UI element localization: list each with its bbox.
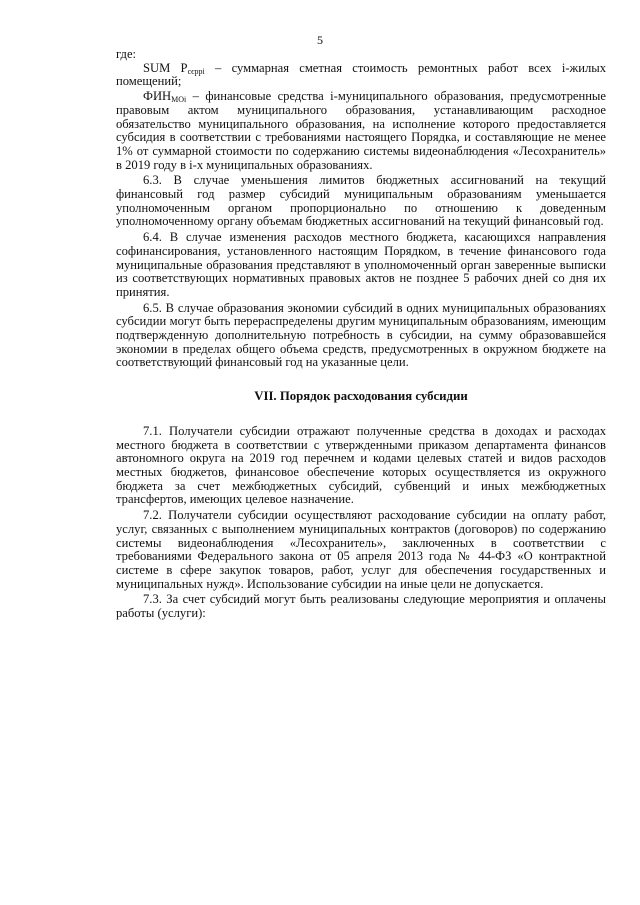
paragraph-7-2: 7.2. Получатели субсидии осуществляют расходование субсидии на оплату работ, услуг, связанных с выполнением муниципальных контрактов (договоров) по содержанию системы видеонаблюдения «Лесохранитель», заключенных в соответствии с требованиями Федерального закона от 05 апреля 2013 года № 44-ФЗ «О контрактной системе в сфере закупок товаров, работ, услуг для обеспечения государственных и муниципальных нужд». Использование субсидии на иные цели не допускается. [116, 508, 606, 591]
paragraph-6-3: 6.3. В случае уменьшения лимитов бюджетных ассигнований на текущий финансовый год размер субсидий муниципальным образованиям уменьшается уполномоченным органом пропорционально по отношению к доведенным уполномоченному органу объемам бюджетных ассигнований на текущий финансовый год. [116, 173, 606, 229]
paragraph-7-1: 7.1. Получатели субсидии отражают полученные средства в доходах и расходах местного бюджета в соответствии с утвержденными приказом департамента финансов автономного округа на 2019 год перечнем и кодами целевых статей и видов расходов местных бюджетов, финансовое обеспечение которых осуществляется из окружного бюджета за счет межбюджетных субсидий, субвенций и иных межбюджетных трансфертов, имеющих целевое назначение. [116, 423, 606, 507]
sum-definition-text: – суммарная сметная стоимость ремонтных работ всех i-жилых помещений; [116, 60, 606, 89]
intro-text: где: [116, 47, 137, 61]
sum-definition [116, 62, 606, 89]
sum-term: SUM P [143, 60, 188, 75]
section-heading: VII. Порядок расходования субсидии [254, 389, 468, 404]
page-number: 5 [317, 33, 323, 47]
fin-term: ФИН [143, 89, 172, 104]
paragraph-7-3: 7.3. За счет субсидий могут быть реализованы следующие мероприятия и оплачены работы (услуги): [116, 592, 606, 621]
fin-definition [116, 90, 606, 172]
paragraph-6-5: 6.5. В случае образования экономии субсидий в одних муниципальных образованиях субсидии могут быть перераспределены другим муниципальным образованиям, имеющим подтвержденную дополнительную потребность в субсидии, на сумму образовавшейся экономии в пределах общего объема средств, предусмотренных в окружном бюджете на соответствующий финансовый год на указанные цели. [116, 300, 606, 370]
document-body [116, 48, 606, 621]
paragraph-6-4: 6.4. В случае изменения расходов местного бюджета, касающихся направления софинансирования, установленного настоящим Порядком, в течение финансового года муниципальные образования представляют в уполномоченный орган заверенные выписки из соответствующих нормативных правовых актов не позднее 5 рабочих дней со дня их принятия. [116, 230, 606, 299]
fin-subscript: МОі [171, 95, 187, 105]
sum-subscript: сєррі [187, 66, 205, 76]
fin-definition-text: – финансовые средства i-муниципального образования, предусмотренные правовым актом муниципального образования, устанавливающим расходное обязательство муниципального образования, на исполнение которого предоставляется субсидия в соответствии с требованиями настоящего Порядка, и составляющие не менее 1% от суммарной стоимости по содержанию системы видеонаблюдения «Лесохранитель» в 2019 году в i-х муниципальных образованиях. [116, 89, 606, 172]
